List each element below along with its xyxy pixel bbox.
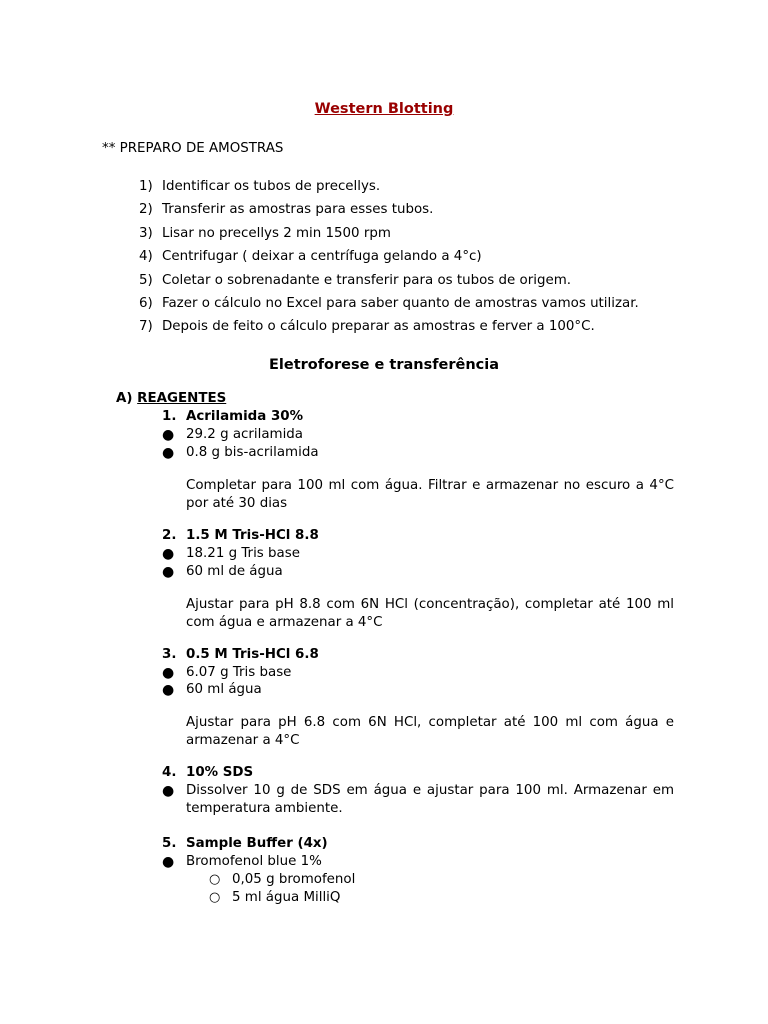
bullet-icon: ●	[162, 546, 175, 562]
step-text: Identificar os tubos de precellys.	[162, 179, 381, 194]
reagents-prefix: A)	[116, 391, 133, 406]
step-text: Fazer o cálculo no Excel para saber quanto de amostras vamos utilizar.	[162, 296, 639, 311]
step-text: Lisar no precellys 2 min 1500 rpm	[162, 226, 391, 241]
bullet-icon: ●	[162, 665, 175, 681]
reagent-bullet: Bromofenol blue 1%	[186, 854, 322, 869]
bullet-icon: ●	[162, 564, 175, 580]
reagent-subbullet: 5 ml água MilliQ	[232, 890, 341, 905]
reagent-number: 3.	[162, 647, 177, 662]
step-text: Coletar o sobrenadante e transferir para os tubos de origem.	[162, 273, 571, 288]
reagent-note: Ajustar para pH 8.8 com 6N HCl (concentração), completar até 100 ml com água e armazenar a 4°C	[186, 597, 674, 630]
reagent-bullet: 0.8 g bis-acrilamida	[186, 445, 319, 460]
step-number: 6)	[139, 296, 153, 311]
reagents-label: REAGENTES	[137, 391, 227, 406]
step-number: 3)	[139, 226, 153, 241]
reagent-title: 0.5 M Tris-HCl 6.8	[186, 647, 319, 662]
step-number: 5)	[139, 273, 153, 288]
reagent-bullet: 60 ml de água	[186, 564, 283, 579]
bullet-icon: ●	[162, 445, 175, 461]
circle-bullet-icon: ○	[209, 890, 221, 905]
reagent-subbullet: 0,05 g bromofenol	[232, 872, 356, 887]
reagent-bullet: Dissolver 10 g de SDS em água e ajustar para 100 ml. Armazenar em temperatura ambiente.	[186, 783, 674, 816]
reagent-title: 1.5 M Tris-HCl 8.8	[186, 528, 319, 543]
reagent-number: 1.	[162, 409, 177, 424]
reagent-title: 10% SDS	[186, 765, 254, 780]
reagent-number: 2.	[162, 528, 177, 543]
step-number: 1)	[139, 179, 153, 194]
step-text: Centrifugar ( deixar a centrífuga gelando a 4°c)	[162, 249, 482, 264]
document-title: Western Blotting	[314, 101, 454, 117]
reagent-bullet: 18.21 g Tris base	[186, 546, 300, 561]
bullet-icon: ●	[162, 682, 175, 698]
section-heading-preparo: ** PREPARO DE AMOSTRAS	[102, 141, 284, 156]
step-number: 7)	[139, 319, 153, 334]
reagent-number: 4.	[162, 765, 177, 780]
reagents-heading	[116, 391, 226, 406]
circle-bullet-icon: ○	[209, 872, 221, 887]
reagent-bullet: 60 ml água	[186, 682, 262, 697]
step-text: Depois de feito o cálculo preparar as amostras e ferver a 100°C.	[162, 319, 595, 334]
reagent-bullet: 6.07 g Tris base	[186, 665, 292, 680]
reagent-bullet: 29.2 g acrilamida	[186, 427, 304, 442]
reagent-number: 5.	[162, 836, 177, 851]
section-heading-eletroforese: Eletroforese e transferência	[268, 357, 500, 373]
step-number: 4)	[139, 249, 153, 264]
reagent-title: Sample Buffer (4x)	[186, 836, 328, 851]
step-text: Transferir as amostras para esses tubos.	[162, 202, 434, 217]
reagent-note: Completar para 100 ml com água. Filtrar e armazenar no escuro a 4°C por até 30 dias	[186, 478, 674, 511]
bullet-icon: ●	[162, 783, 175, 799]
step-number: 2)	[139, 202, 153, 217]
reagent-note: Ajustar para pH 6.8 com 6N HCl, completar até 100 ml com água e armazenar a 4°C	[186, 715, 674, 748]
reagent-title: Acrilamida 30%	[186, 409, 303, 424]
bullet-icon: ●	[162, 854, 175, 870]
bullet-icon: ●	[162, 427, 175, 443]
